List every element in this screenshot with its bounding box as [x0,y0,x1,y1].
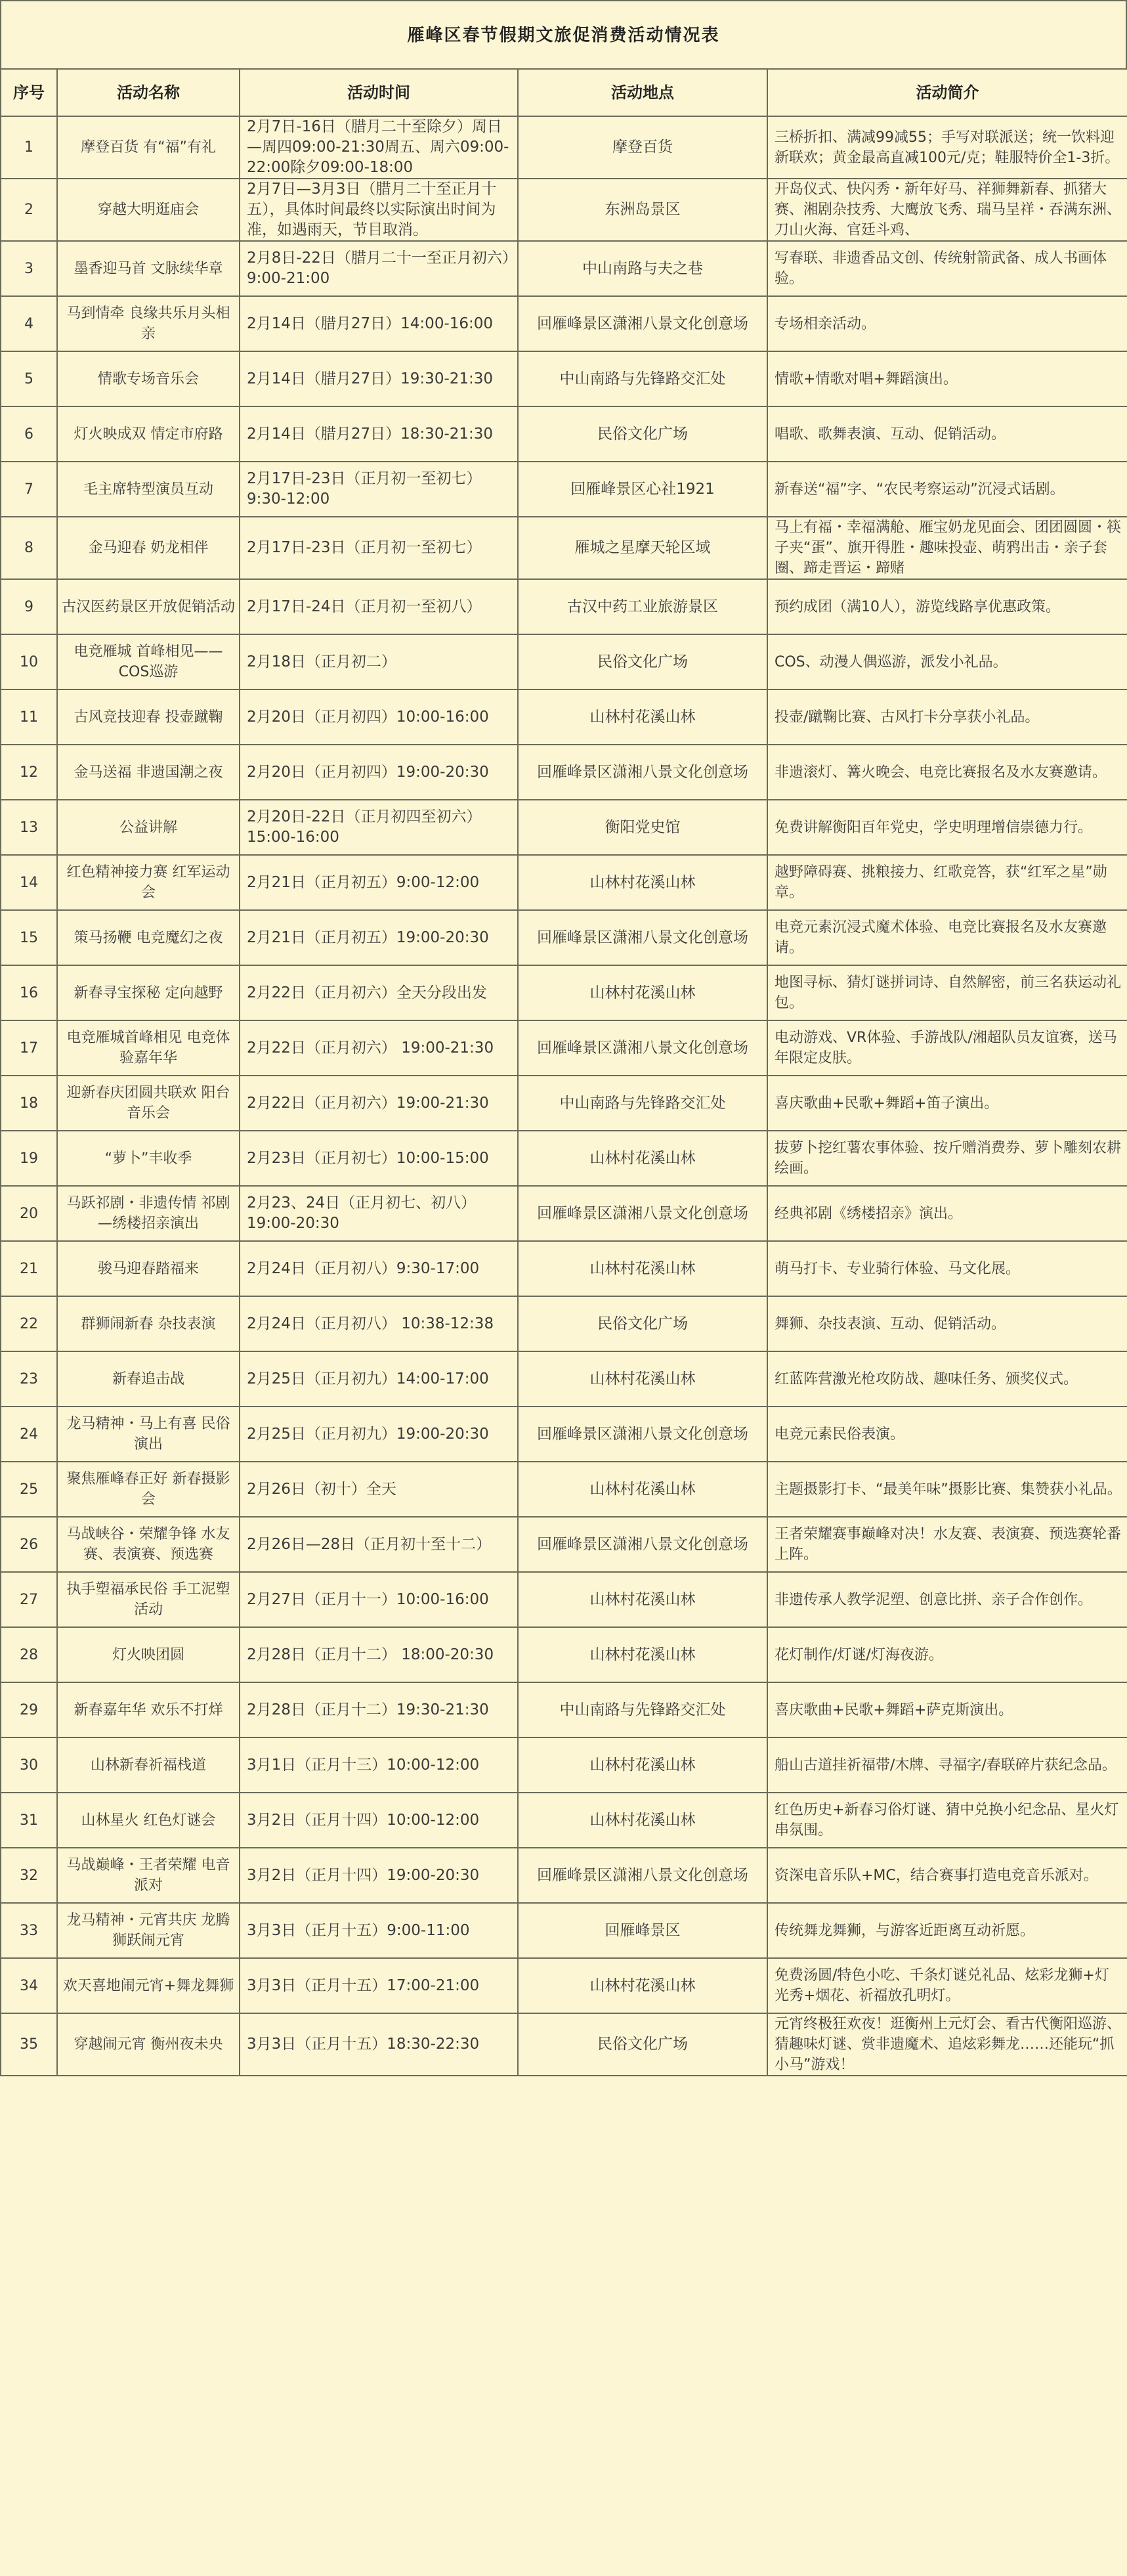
table-row [1,462,1127,517]
table-row [1,1296,1127,1351]
cell-place: 中山南路与先锋路交汇处 [518,1076,767,1131]
table-row [1,241,1127,296]
cell-no: 35 [1,2013,57,2076]
cell-no: 26 [1,1517,57,1572]
cell-desc: 萌马打卡、专业骑行体验、马文化展。 [767,1241,1127,1296]
cell-name: 新春追击战 [57,1351,240,1407]
cell-place: 中山南路与夫之巷 [518,241,767,296]
cell-desc: 开岛仪式、快闪秀・新年好马、祥狮舞新春、抓猪大赛、湘剧杂技秀、大鹰放飞秀、瑞马呈祥・吞满东洲、刀山火海、官廷斗鸡、 [767,179,1127,241]
cell-no: 3 [1,241,57,296]
cell-place: 山林村花溪山林 [518,1958,767,2013]
table-row [1,1517,1127,1572]
table-row [1,116,1127,179]
table-body [1,116,1127,2076]
cell-time: 2月7日-16日（腊月二十至除夕）周日—周四09:00-21:30周五、周六09:00-22:00除夕09:00-18:00 [240,116,518,179]
cell-desc: 预约成团（满10人），游览线路享优惠政策。 [767,579,1127,634]
cell-place: 雁城之星摩天轮区域 [518,517,767,579]
cell-place: 中山南路与先锋路交汇处 [518,351,767,406]
cell-desc: 喜庆歌曲+民歌+舞蹈+萨克斯演出。 [767,1682,1127,1737]
cell-desc: 马上有福・幸福满舱、雁宝奶龙见面会、团团圆圆・筷子夹“蛋”、旗开得胜・趣味投壶、萌鸦出击・亲子套圈、蹄走晋运・蹄赌 [767,517,1127,579]
cell-time: 2月24日（正月初八） 10:38-12:38 [240,1296,518,1351]
cell-desc: 资深电音乐队+MC，结合赛事打造电竞音乐派对。 [767,1848,1127,1903]
cell-no: 4 [1,296,57,351]
cell-no: 1 [1,116,57,179]
cell-desc: 专场相亲活动。 [767,296,1127,351]
cell-place: 山林村花溪山林 [518,1131,767,1186]
cell-place: 山林村花溪山林 [518,965,767,1020]
cell-time: 3月2日（正月十四）10:00-12:00 [240,1793,518,1848]
table-row [1,855,1127,910]
cell-place: 回雁峰景区潇湘八景文化创意场 [518,745,767,800]
cell-place: 山林村花溪山林 [518,1737,767,1793]
cell-desc: 新春送“福”字、“农民考察运动”沉浸式话剧。 [767,462,1127,517]
cell-desc: 情歌+情歌对唱+舞蹈演出。 [767,351,1127,406]
cell-no: 22 [1,1296,57,1351]
cell-place: 古汉中药工业旅游景区 [518,579,767,634]
cell-place: 衡阳党史馆 [518,800,767,855]
cell-time: 2月28日（正月十二）19:30-21:30 [240,1682,518,1737]
cell-time: 2月8日-22日（腊月二十一至正月初六）9:00-21:00 [240,241,518,296]
table-row [1,1186,1127,1241]
cell-no: 12 [1,745,57,800]
cell-place: 山林村花溪山林 [518,855,767,910]
cell-time: 3月3日（正月十五）9:00-11:00 [240,1903,518,1958]
cell-desc: 传统舞龙舞狮，与游客近距离互动祈愿。 [767,1903,1127,1958]
header-place: 活动地点 [518,69,767,116]
cell-time: 2月28日（正月十二） 18:00-20:30 [240,1627,518,1682]
cell-desc: 红蓝阵营激光枪攻防战、趣味任务、颁奖仪式。 [767,1351,1127,1407]
table-row [1,1627,1127,1682]
cell-place: 山林村花溪山林 [518,689,767,745]
cell-time: 2月7日—3月3日（腊月二十至正月十五），具体时间最终以实际演出时间为准，如遇雨天，节目取消。 [240,179,518,241]
cell-desc: 免费汤圆/特色小吃、千条灯谜兑礼品、炫彩龙狮+灯光秀+烟花、祈福放孔明灯。 [767,1958,1127,2013]
cell-desc: 非遗传承人教学泥塑、创意比拼、亲子合作创作。 [767,1572,1127,1627]
cell-place: 民俗文化广场 [518,2013,767,2076]
cell-place: 民俗文化广场 [518,634,767,689]
cell-desc: 非遗滚灯、篝火晚会、电竞比赛报名及水友赛邀请。 [767,745,1127,800]
cell-name: 金马迎春 奶龙相伴 [57,517,240,579]
cell-no: 34 [1,1958,57,2013]
cell-desc: 投壶/蹴鞠比赛、古风打卡分享获小礼品。 [767,689,1127,745]
cell-name: 新春寻宝探秘 定向越野 [57,965,240,1020]
cell-desc: 元宵终极狂欢夜！逛衡州上元灯会、看古代衡阳巡游、猜趣味灯谜、赏非遗魔术、追炫彩舞龙……还能玩“抓小马”游戏！ [767,2013,1127,2076]
cell-time: 2月25日（正月初九）19:00-20:30 [240,1407,518,1462]
table-row [1,406,1127,462]
cell-name: 山林星火 红色灯谜会 [57,1793,240,1848]
table-row [1,1737,1127,1793]
cell-no: 33 [1,1903,57,1958]
table-row [1,2013,1127,2076]
cell-time: 2月27日（正月十一）10:00-16:00 [240,1572,518,1627]
cell-name: “萝卜”丰收季 [57,1131,240,1186]
cell-desc: 红色历史+新春习俗灯谜、猜中兑换小纪念品、星火灯串氛围。 [767,1793,1127,1848]
cell-name: 新春嘉年华 欢乐不打烊 [57,1682,240,1737]
cell-no: 15 [1,910,57,965]
cell-time: 2月24日（正月初八）9:30-17:00 [240,1241,518,1296]
cell-desc: 越野障碍赛、挑粮接力、红歌竞答，获“红军之星”勋章。 [767,855,1127,910]
cell-place: 摩登百货 [518,116,767,179]
cell-desc: 喜庆歌曲+民歌+舞蹈+笛子演出。 [767,1076,1127,1131]
cell-time: 2月20日-22日（正月初四至初六）15:00-16:00 [240,800,518,855]
cell-time: 2月17日-23日（正月初一至初七）9:30-12:00 [240,462,518,517]
cell-no: 2 [1,179,57,241]
cell-no: 7 [1,462,57,517]
cell-place: 东洲岛景区 [518,179,767,241]
table-row [1,1572,1127,1627]
cell-name: 马跃祁剧・非遗传情 祁剧—绣楼招亲演出 [57,1186,240,1241]
cell-no: 5 [1,351,57,406]
cell-place: 山林村花溪山林 [518,1572,767,1627]
cell-no: 9 [1,579,57,634]
cell-place: 山林村花溪山林 [518,1462,767,1517]
cell-desc: 写春联、非遗香品文创、传统射箭武备、成人书画体验。 [767,241,1127,296]
cell-desc: 拔萝卜挖红薯农事体验、按斤赠消费券、萝卜雕刻农耕绘画。 [767,1131,1127,1186]
table-row [1,745,1127,800]
cell-place: 山林村花溪山林 [518,1793,767,1848]
cell-no: 18 [1,1076,57,1131]
table-row [1,1241,1127,1296]
cell-time: 2月23日（正月初七）10:00-15:00 [240,1131,518,1186]
cell-no: 27 [1,1572,57,1627]
cell-name: 山林新春祈福栈道 [57,1737,240,1793]
table-row [1,1903,1127,1958]
cell-time: 2月22日（正月初六） 19:00-21:30 [240,1020,518,1076]
table-row [1,351,1127,406]
cell-place: 回雁峰景区潇湘八景文化创意场 [518,910,767,965]
cell-no: 25 [1,1462,57,1517]
header-time: 活动时间 [240,69,518,116]
cell-desc: 经典祁剧《绣楼招亲》演出。 [767,1186,1127,1241]
header-row [1,69,1127,116]
cell-no: 19 [1,1131,57,1186]
table-row [1,1462,1127,1517]
cell-no: 8 [1,517,57,579]
cell-name: 古风竞技迎春 投壶蹴鞠 [57,689,240,745]
cell-place: 回雁峰景区心社1921 [518,462,767,517]
cell-name: 马战巅峰・王者荣耀 电音派对 [57,1848,240,1903]
cell-place: 民俗文化广场 [518,1296,767,1351]
cell-name: 聚焦雁峰春正好 新春摄影会 [57,1462,240,1517]
cell-name: 毛主席特型演员互动 [57,462,240,517]
cell-no: 16 [1,965,57,1020]
cell-no: 14 [1,855,57,910]
table-header [1,69,1127,116]
cell-no: 30 [1,1737,57,1793]
cell-time: 3月3日（正月十五）17:00-21:00 [240,1958,518,2013]
cell-name: 迎新春庆团圆共联欢 阳台音乐会 [57,1076,240,1131]
cell-time: 2月26日（初十）全天 [240,1462,518,1517]
table-row [1,517,1127,579]
cell-place: 回雁峰景区潇湘八景文化创意场 [518,1848,767,1903]
cell-desc: 唱歌、歌舞表演、互动、促销活动。 [767,406,1127,462]
cell-place: 回雁峰景区 [518,1903,767,1958]
cell-time: 2月20日（正月初四）19:00-20:30 [240,745,518,800]
cell-time: 2月17日-23日（正月初一至初七） [240,517,518,579]
cell-name: 穿越大明逛庙会 [57,179,240,241]
cell-desc: 电竞元素民俗表演。 [767,1407,1127,1462]
cell-time: 2月26日—28日（正月初十至十二） [240,1517,518,1572]
cell-no: 13 [1,800,57,855]
cell-name: 公益讲解 [57,800,240,855]
table-row [1,179,1127,241]
cell-place: 山林村花溪山林 [518,1627,767,1682]
table-row [1,1020,1127,1076]
table-row [1,800,1127,855]
table-row [1,1351,1127,1407]
cell-time: 2月22日（正月初六）全天分段出发 [240,965,518,1020]
cell-no: 10 [1,634,57,689]
table-row [1,689,1127,745]
cell-place: 回雁峰景区潇湘八景文化创意场 [518,296,767,351]
table-row [1,1131,1127,1186]
cell-name: 骏马迎春踏福来 [57,1241,240,1296]
cell-time: 2月14日（腊月27日）18:30-21:30 [240,406,518,462]
header-desc: 活动简介 [767,69,1127,116]
document-title: 雁峰区春节假期文旅促消费活动情况表 [0,0,1127,68]
table-row [1,965,1127,1020]
cell-name: 电竞雁城首峰相见 电竞体验嘉年华 [57,1020,240,1076]
cell-place: 回雁峰景区潇湘八景文化创意场 [518,1517,767,1572]
table-row [1,1076,1127,1131]
cell-no: 17 [1,1020,57,1076]
cell-time: 2月21日（正月初五）9:00-12:00 [240,855,518,910]
cell-no: 28 [1,1627,57,1682]
cell-desc: 地图寻标、猜灯谜拼词诗、自然解密，前三名获运动礼包。 [767,965,1127,1020]
cell-place: 山林村花溪山林 [518,1351,767,1407]
cell-desc: 舞狮、杂技表演、互动、促销活动。 [767,1296,1127,1351]
cell-no: 31 [1,1793,57,1848]
cell-time: 2月18日（正月初二） [240,634,518,689]
table-row [1,1407,1127,1462]
cell-desc: 王者荣耀赛事巅峰对决！水友赛、表演赛、预选赛轮番上阵。 [767,1517,1127,1572]
cell-no: 32 [1,1848,57,1903]
cell-desc: 三桥折扣、满减99减55；手写对联派送；统一饮料迎新联欢；黄金最高直减100元/克；鞋服特价全1-3折。 [767,116,1127,179]
table-row [1,634,1127,689]
cell-place: 中山南路与先锋路交汇处 [518,1682,767,1737]
cell-place: 回雁峰景区潇湘八景文化创意场 [518,1407,767,1462]
table-row [1,296,1127,351]
cell-name: 龙马精神・元宵共庆 龙腾狮跃闹元宵 [57,1903,240,1958]
cell-time: 3月3日（正月十五）18:30-22:30 [240,2013,518,2076]
cell-no: 29 [1,1682,57,1737]
cell-name: 电竞雁城 首峰相见——COS巡游 [57,634,240,689]
cell-time: 2月14日（腊月27日）14:00-16:00 [240,296,518,351]
cell-desc: COS、动漫人偶巡游，派发小礼品。 [767,634,1127,689]
cell-no: 23 [1,1351,57,1407]
cell-desc: 电动游戏、VR体验、手游战队/湘超队员友谊赛，送马年限定皮肤。 [767,1020,1127,1076]
cell-name: 马战峡谷・荣耀争锋 水友赛、表演赛、预选赛 [57,1517,240,1572]
table-row [1,910,1127,965]
cell-desc: 船山古道挂祈福带/木牌、寻福字/春联碎片获纪念品。 [767,1737,1127,1793]
cell-name: 执手塑福承民俗 手工泥塑活动 [57,1572,240,1627]
cell-time: 3月1日（正月十三）10:00-12:00 [240,1737,518,1793]
cell-no: 20 [1,1186,57,1241]
table-row [1,1793,1127,1848]
cell-name: 马到情牵 良缘共乐月头相亲 [57,296,240,351]
cell-name: 古汉医药景区开放促销活动 [57,579,240,634]
table-row [1,579,1127,634]
activity-table [0,68,1127,2076]
cell-no: 11 [1,689,57,745]
cell-time: 3月2日（正月十四）19:00-20:30 [240,1848,518,1903]
cell-name: 灯火映团圆 [57,1627,240,1682]
cell-desc: 主题摄影打卡、“最美年味”摄影比赛、集赞获小礼品。 [767,1462,1127,1517]
cell-time: 2月21日（正月初五）19:00-20:30 [240,910,518,965]
table-row [1,1958,1127,2013]
cell-time: 2月22日（正月初六）19:00-21:30 [240,1076,518,1131]
cell-time: 2月17日-24日（正月初一至初八） [240,579,518,634]
cell-name: 金马送福 非遗国潮之夜 [57,745,240,800]
cell-name: 穿越闹元宵 衡州夜未央 [57,2013,240,2076]
cell-desc: 电竞元素沉浸式魔术体验、电竞比赛报名及水友赛邀请。 [767,910,1127,965]
cell-place: 回雁峰景区潇湘八景文化创意场 [518,1020,767,1076]
table-row [1,1682,1127,1737]
cell-name: 红色精神接力赛 红军运动会 [57,855,240,910]
cell-time: 2月23、24日（正月初七、初八）19:00-20:30 [240,1186,518,1241]
cell-no: 24 [1,1407,57,1462]
cell-name: 策马扬鞭 电竞魔幻之夜 [57,910,240,965]
cell-desc: 花灯制作/灯谜/灯海夜游。 [767,1627,1127,1682]
cell-name: 摩登百货 有“福”有礼 [57,116,240,179]
cell-name: 灯火映成双 情定市府路 [57,406,240,462]
cell-no: 6 [1,406,57,462]
cell-time: 2月14日（腊月27日）19:30-21:30 [240,351,518,406]
table-row [1,1848,1127,1903]
cell-name: 群狮闹新春 杂技表演 [57,1296,240,1351]
cell-desc: 免费讲解衡阳百年党史，学史明理增信崇德力行。 [767,800,1127,855]
cell-name: 情歌专场音乐会 [57,351,240,406]
header-no: 序号 [1,69,57,116]
cell-time: 2月20日（正月初四）10:00-16:00 [240,689,518,745]
cell-place: 山林村花溪山林 [518,1241,767,1296]
cell-place: 民俗文化广场 [518,406,767,462]
cell-name: 墨香迎马首 文脉续华章 [57,241,240,296]
cell-time: 2月25日（正月初九）14:00-17:00 [240,1351,518,1407]
cell-name: 龙马精神・马上有喜 民俗演出 [57,1407,240,1462]
cell-name: 欢天喜地闹元宵+舞龙舞狮 [57,1958,240,2013]
cell-no: 21 [1,1241,57,1296]
cell-place: 回雁峰景区潇湘八景文化创意场 [518,1186,767,1241]
header-name: 活动名称 [57,69,240,116]
